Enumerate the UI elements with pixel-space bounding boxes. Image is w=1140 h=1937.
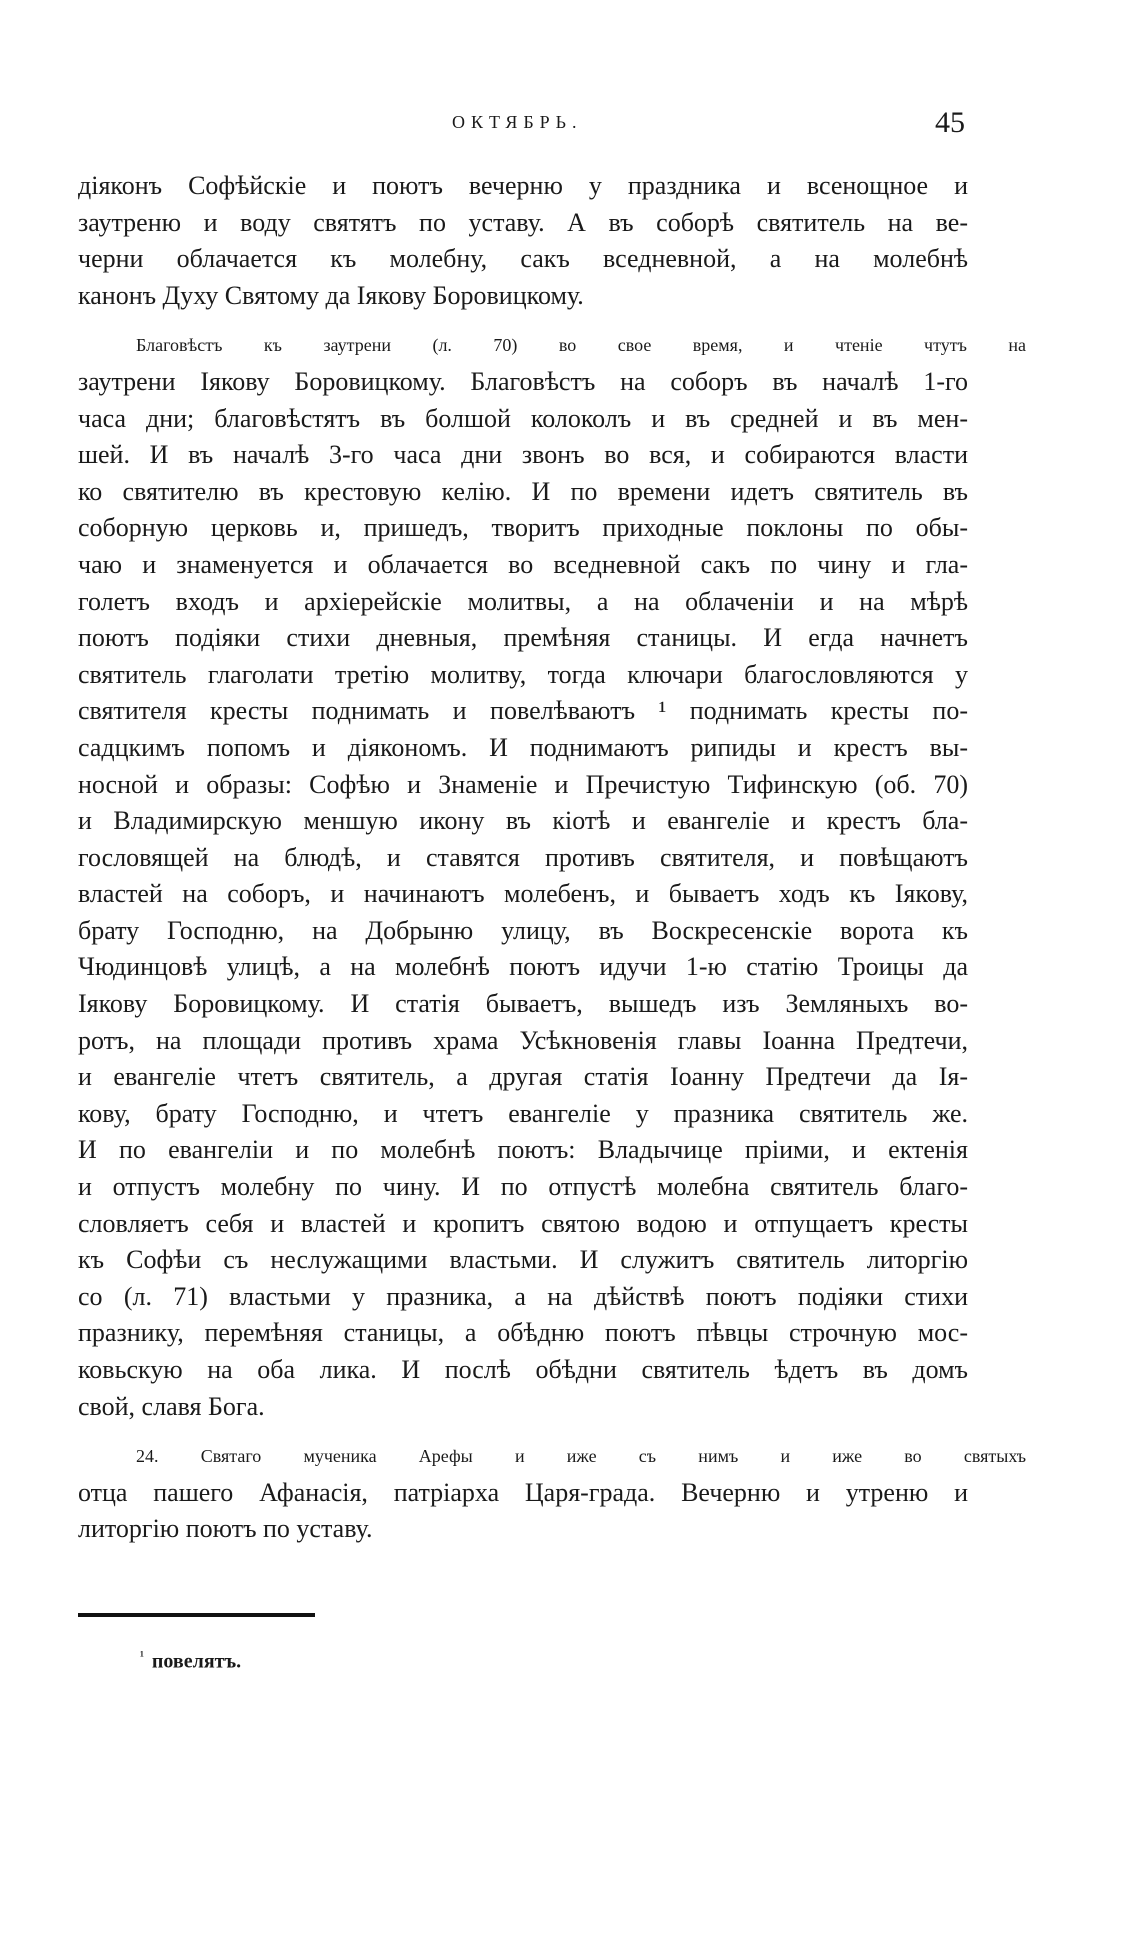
text-line: со (л. 71) властьми у празника, а на дѣйствѣ поютъ подіяки стихи	[78, 1281, 968, 1311]
text-line: и Владимирскую меншую икону въ кіотѣ и евангеліе и крестъ бла-	[78, 806, 968, 836]
text-line: поютъ подіяки стихи дневныя, премѣняя станицы. И егда начнетъ	[78, 623, 968, 653]
text-line: голетъ входъ и архіерейскіе молитвы, а на облаченіи и на мѣрѣ	[78, 586, 968, 616]
text-line: носной и образы: Софѣю и Знаменіе и Пречистую Тифинскую (об. 70)	[78, 769, 968, 799]
text-line: чаю и знаменуется и облачается во вседневной сакъ по чину и гла-	[78, 549, 968, 579]
text-line: шей. И въ началѣ 3-го часа дни звонъ во вся, и собираются власти	[78, 440, 968, 470]
text-line: святитель глаголати третію молитву, тогда ключари благословляются у	[78, 659, 968, 689]
text-line: заутреню и воду святятъ по уставу. А въ соборѣ святитель на ве-	[78, 207, 968, 237]
page-number: 45	[935, 106, 965, 139]
text-line: и отпустъ молебну по чину. И по отпустѣ молебна святитель благо-	[78, 1172, 968, 1202]
text-line: и евангеліе чтетъ святитель, а другая статія Іоанну Предтечи да Ія-	[78, 1062, 968, 1092]
text-line: часа дни; благовѣстятъ въ болшой колоколъ и въ средней и въ мен-	[78, 403, 968, 433]
text-line: канонъ Духу Святому да Іякову Боровицкому.	[78, 280, 584, 310]
text-line: ко святителю въ крестовую келію. И по времени идетъ святитель въ	[78, 476, 968, 506]
text-line: ковьскую на оба лика. И послѣ обѣдни святитель ѣдетъ въ домъ	[78, 1355, 968, 1384]
text-line: празнику, перемѣняя станицы, а обѣдню поютъ пѣвцы строчную мос-	[78, 1318, 968, 1348]
text-line: литоргію поютъ по уставу.	[78, 1514, 373, 1544]
text-line: діяконъ Софѣйскіе и поютъ вечерню у праздника и всенощное и	[78, 171, 968, 200]
text-line: властей на соборъ, и начинаютъ молебенъ, и бываетъ ходъ къ Іякову,	[78, 879, 968, 909]
text-line: гословящей на блюдѣ, и ставятся противъ святителя, и повѣщаютъ	[78, 842, 968, 872]
body-text	[78, 168, 1026, 1548]
text-line: Іякову Боровицкому. И статія бываетъ, вышедъ изъ Земляныхъ во-	[78, 989, 968, 1019]
text-line: черни облачается къ молебну, сакъ вседневной, а на молебнѣ	[78, 244, 968, 274]
text-line: Благовѣстъ къ заутрени (л. 70) во свое время, и чтеніе чтутъ на	[136, 335, 1026, 356]
text-line: садцкимъ попомъ и діякономъ. И поднимаютъ рипиды и крестъ вы-	[78, 732, 968, 762]
text-line: заутрени Іякову Боровицкому. Благовѣстъ на соборъ въ началѣ 1-го	[78, 366, 968, 396]
text-line: свой, славя Бога.	[78, 1391, 265, 1421]
text-line: соборную церковь и, пришедъ, творитъ приходные поклоны по обы-	[78, 513, 968, 543]
footnote-marker: ¹	[140, 1648, 144, 1663]
text-line: отца пашего Афанасія, патріарха Царя-града. Вечерню и утреню и	[78, 1477, 968, 1507]
footnote-text: повелятъ.	[151, 1650, 242, 1673]
text-line: словляетъ себя и властей и кропитъ святою водою и отпущаетъ кресты	[78, 1208, 968, 1238]
text-line: къ Софѣи съ неслужащими властьми. И служитъ святитель литоргію	[78, 1245, 968, 1275]
text-line: кову, брату Господню, и чтетъ евангеліе у празника святитель же.	[78, 1098, 968, 1128]
text-line: брату Господню, на Добрыню улицу, въ Воскресенскіе ворота къ	[78, 915, 968, 945]
running-title: ОКТЯБРЬ.	[452, 112, 583, 132]
text-line: 24. Святаго мученика Арефы и иже съ нимъ и иже во святыхъ	[136, 1446, 1026, 1467]
text-line: ротъ, на площади противъ храма Усѣкновенія главы Іоанна Предтечи,	[78, 1025, 968, 1055]
text-line: И по евангеліи и по молебнѣ поютъ: Владычице пріими, и ектенія	[78, 1135, 968, 1165]
footnote-divider	[78, 1613, 315, 1617]
text-line: святителя кресты поднимать и повелѣваютъ ¹ поднимать кресты по-	[78, 696, 968, 726]
footnote	[140, 1648, 241, 1674]
text-line: Чюдинцовѣ улицѣ, а на молебнѣ поютъ идучи 1-ю статію Троицы да	[78, 952, 968, 982]
